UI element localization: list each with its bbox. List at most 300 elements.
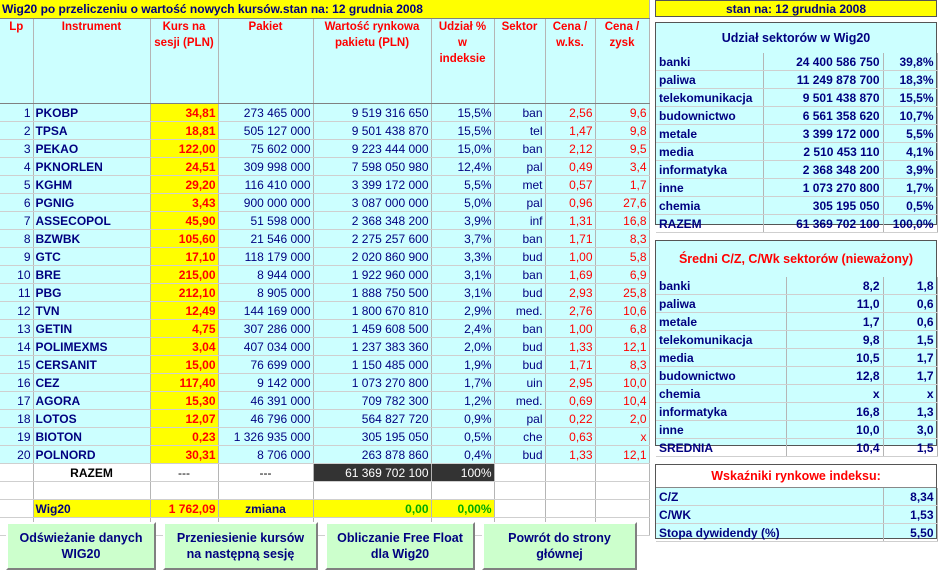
column-header: Udział % w indeksie [431,19,494,104]
table-row [0,374,649,392]
back-home-button[interactable]: Powrót do strony głównej [482,522,637,570]
sector-cwk: 1,5 [883,331,937,349]
wskaznik-name: Stopa dywidendy (%) [656,524,883,542]
table-row [0,410,649,428]
razem-row [0,464,649,482]
row-lp: 13 [0,320,33,338]
sector-value: 61 369 702 100 [763,215,883,233]
column-header: Sektor [494,19,545,104]
pakiet-cell: 9 142 000 [218,374,313,392]
row-lp: 4 [0,158,33,176]
wskaznik-row [656,488,937,506]
instrument-name: PGNIG [33,194,150,212]
row-lp: 8 [0,230,33,248]
kurs-cell[interactable]: 4,75 [150,320,218,338]
srednie-row [656,331,937,349]
sektor-cell: inf [494,212,545,230]
pakiet-cell: 8 706 000 [218,446,313,464]
wartosc-cell: 7 598 050 980 [313,158,431,176]
instrument-name: ASSECOPOL [33,212,150,230]
wartosc-cell: 2 368 348 200 [313,212,431,230]
sector-pct: 15,5% [883,89,937,107]
sector-value: 1 073 270 800 [763,179,883,197]
udzial-cell: 5,5% [431,176,494,194]
cena-wks-cell: 1,47 [545,122,595,140]
sector-cz: 1,7 [786,313,883,331]
table-row [0,356,649,374]
pakiet-cell: 1 326 935 000 [218,428,313,446]
cena-zysk-cell: 8,3 [595,230,649,248]
kurs-cell[interactable]: 3,04 [150,338,218,356]
sector-pct: 100,0% [883,215,937,233]
table-row [0,284,649,302]
row-lp: 2 [0,122,33,140]
kurs-cell[interactable]: 30,31 [150,446,218,464]
pakiet-cell: 407 034 000 [218,338,313,356]
sector-name: inne [656,421,786,439]
row-lp: 10 [0,266,33,284]
instrument-name: BRE [33,266,150,284]
sector-name: informatyka [656,161,763,179]
sector-cwk: 1,5 [883,439,937,457]
razem-wartosc: 61 369 702 100 [313,464,431,482]
razem-udzial: 100% [431,464,494,482]
srednie-row [656,421,937,439]
sector-name: budownictwo [656,367,786,385]
table-row [0,230,649,248]
cena-zysk-cell: 3,4 [595,158,649,176]
sector-cwk: 3,0 [883,421,937,439]
sector-cwk: 0,6 [883,295,937,313]
pakiet-cell: 46 391 000 [218,392,313,410]
wartosc-cell: 2 020 860 900 [313,248,431,266]
sector-cz: x [786,385,883,403]
cena-wks-cell: 1,33 [545,446,595,464]
pakiet-cell: 51 598 000 [218,212,313,230]
cena-wks-cell: 2,12 [545,140,595,158]
sheet-title: Wig20 po przeliczeniu o wartość nowych kursów.stan na: 12 grudnia 2008 [0,0,649,19]
table-row [0,248,649,266]
row-lp: 16 [0,374,33,392]
sector-cz: 11,0 [786,295,883,313]
pakiet-cell: 505 127 000 [218,122,313,140]
udzial-cell: 2,4% [431,320,494,338]
udzial-cell: 15,5% [431,104,494,122]
sector-pct: 5,5% [883,125,937,143]
sector-name: RAZEM [656,215,763,233]
wartosc-cell: 1 922 960 000 [313,266,431,284]
sektor-cell: ban [494,140,545,158]
column-header: Pakiet [218,19,313,104]
pakiet-cell: 900 000 000 [218,194,313,212]
sektor-cell: ban [494,320,545,338]
cena-wks-cell: 2,76 [545,302,595,320]
cena-wks-cell: 0,96 [545,194,595,212]
wskazniki-title: Wskaźniki rynkowe indeksu: [656,465,936,488]
cena-zysk-cell: 12,1 [595,338,649,356]
udzial-row [656,161,937,179]
cena-wks-cell: 0,22 [545,410,595,428]
udzial-cell: 12,4% [431,158,494,176]
udzial-cell: 3,7% [431,230,494,248]
pakiet-cell: 76 699 000 [218,356,313,374]
sector-value: 305 195 050 [763,197,883,215]
pakiet-cell: 118 179 000 [218,248,313,266]
sector-cz: 16,8 [786,403,883,421]
wartosc-cell: 9 501 438 870 [313,122,431,140]
pakiet-cell: 144 169 000 [218,302,313,320]
cena-zysk-cell: 6,8 [595,320,649,338]
sector-value: 11 249 878 700 [763,71,883,89]
pakiet-cell: 273 465 000 [218,104,313,122]
sector-name: informatyka [656,403,786,421]
razem-label: RAZEM [33,464,150,482]
instrument-name: GETIN [33,320,150,338]
udzial-cell: 0,5% [431,428,494,446]
sector-cz: 10,5 [786,349,883,367]
kurs-cell[interactable]: 3,43 [150,194,218,212]
row-lp: 15 [0,356,33,374]
column-header: Kurs na sesji (PLN) [150,19,218,104]
table-row [0,320,649,338]
sektor-cell: met [494,176,545,194]
razem-pakiet: --- [218,464,313,482]
refresh-wig20-button[interactable]: Odświeżanie danych WIG20 [6,522,156,570]
wartosc-cell: 1 150 485 000 [313,356,431,374]
wskaznik-value: 8,34 [883,488,937,506]
kurs-cell[interactable]: 17,10 [150,248,218,266]
sektor-cell: med. [494,392,545,410]
sektor-cell: tel [494,122,545,140]
sector-pct: 4,1% [883,143,937,161]
udzial-cell: 0,9% [431,410,494,428]
razem-kurs: --- [150,464,218,482]
sector-cwk: x [883,385,937,403]
kurs-cell[interactable]: 117,40 [150,374,218,392]
kurs-cell[interactable]: 0,23 [150,428,218,446]
cena-zysk-cell: 10,4 [595,392,649,410]
sector-name: telekomunikacja [656,331,786,349]
instrument-name: PKOBP [33,104,150,122]
sektor-cell: ban [494,266,545,284]
kurs-cell[interactable]: 212,10 [150,284,218,302]
sector-name: inne [656,179,763,197]
pakiet-cell: 307 286 000 [218,320,313,338]
udzial-cell: 0,4% [431,446,494,464]
pakiet-cell: 8 944 000 [218,266,313,284]
sector-cz: 12,8 [786,367,883,385]
sektor-cell: ban [494,230,545,248]
row-lp: 1 [0,104,33,122]
cena-wks-cell: 2,56 [545,104,595,122]
udzial-row [656,179,937,197]
row-lp: 3 [0,140,33,158]
sector-name: budownictwo [656,107,763,125]
wig20-row [0,500,649,518]
wartosc-cell: 1 459 608 500 [313,320,431,338]
zmiana-value: 0,00 [313,500,431,518]
udzial-row [656,53,937,71]
wartosc-cell: 3 087 000 000 [313,194,431,212]
wartosc-cell: 1 237 383 360 [313,338,431,356]
kurs-cell[interactable]: 122,00 [150,140,218,158]
row-lp: 6 [0,194,33,212]
sector-cz: 10,0 [786,421,883,439]
cena-zysk-cell: 9,5 [595,140,649,158]
sektor-cell: pal [494,194,545,212]
sector-cz: 10,4 [786,439,883,457]
udzial-cell: 3,9% [431,212,494,230]
cena-wks-cell: 1,71 [545,356,595,374]
kurs-cell[interactable]: 34,81 [150,104,218,122]
instrument-name: GTC [33,248,150,266]
sector-name: media [656,349,786,367]
sector-name: banki [656,53,763,71]
srednie-row [656,313,937,331]
header-row [0,19,649,104]
wartosc-cell: 3 399 172 000 [313,176,431,194]
wartosc-cell: 9 519 316 650 [313,104,431,122]
cena-wks-cell: 1,00 [545,320,595,338]
cena-zysk-cell: 10,0 [595,374,649,392]
sector-name: paliwa [656,71,763,89]
sector-name: media [656,143,763,161]
table-row [0,158,649,176]
sektor-cell: che [494,428,545,446]
udzial-row [656,125,937,143]
udzial-title: Udział sektorów w Wig20 [721,31,871,45]
instrument-name: PBG [33,284,150,302]
wartosc-cell: 1 073 270 800 [313,374,431,392]
column-header: Instrument [33,19,150,104]
sector-value: 9 501 438 870 [763,89,883,107]
sector-cwk: 1,3 [883,403,937,421]
udzial-row [656,107,937,125]
wskaznik-name: C/Z [656,488,883,506]
wskaznik-row [656,506,937,524]
pakiet-cell: 8 905 000 [218,284,313,302]
cena-zysk-cell: 1,7 [595,176,649,194]
kurs-cell[interactable]: 15,30 [150,392,218,410]
cena-wks-cell: 2,95 [545,374,595,392]
wskazniki-panel [655,464,937,539]
udzial-panel [655,22,937,231]
sektor-cell: bud [494,248,545,266]
cena-zysk-cell: 8,3 [595,356,649,374]
srednie-row [656,385,937,403]
sector-value: 2 510 453 110 [763,143,883,161]
row-lp: 14 [0,338,33,356]
wartosc-cell: 1 888 750 500 [313,284,431,302]
sector-cwk: 0,6 [883,313,937,331]
instrument-name: LOTOS [33,410,150,428]
sector-cwk: 1,7 [883,349,937,367]
sektor-cell: pal [494,410,545,428]
srednie-row [656,349,937,367]
cena-wks-cell: 2,93 [545,284,595,302]
instrument-name: POLIMEXMS [33,338,150,356]
cena-zysk-cell: 27,6 [595,194,649,212]
instrument-name: POLNORD [33,446,150,464]
sector-pct: 1,7% [883,179,937,197]
cena-zysk-cell: 2,0 [595,410,649,428]
instrument-name: AGORA [33,392,150,410]
udzial-cell: 1,2% [431,392,494,410]
sector-pct: 39,8% [883,53,937,71]
cena-wks-cell: 0,69 [545,392,595,410]
wartosc-cell: 564 827 720 [313,410,431,428]
cena-wks-cell: 0,57 [545,176,595,194]
sector-name: SREDNIA [656,439,786,457]
sector-name: chemia [656,385,786,403]
udzial-row [656,89,937,107]
wskaznik-row [656,524,937,542]
sektor-cell: pal [494,158,545,176]
instrument-name: PKNORLEN [33,158,150,176]
cena-zysk-cell: 6,9 [595,266,649,284]
sektor-cell: bud [494,284,545,302]
sektor-cell: bud [494,356,545,374]
srednie-row [656,277,937,295]
kurs-cell[interactable]: 29,20 [150,176,218,194]
udzial-cell: 15,5% [431,122,494,140]
pakiet-cell: 21 546 000 [218,230,313,248]
sector-pct: 18,3% [883,71,937,89]
move-prices-button[interactable]: Przeniesienie kursów na następną sesję [163,522,318,570]
udzial-row [656,215,937,233]
cena-zysk-cell: 10,6 [595,302,649,320]
table-row [0,392,649,410]
udzial-cell: 1,9% [431,356,494,374]
udzial-cell: 2,0% [431,338,494,356]
pakiet-cell: 46 796 000 [218,410,313,428]
table-row [0,212,649,230]
udzial-row [656,197,937,215]
table-row [0,140,649,158]
cena-zysk-cell: 9,8 [595,122,649,140]
srednie-row [656,439,937,457]
cena-zysk-cell: 5,8 [595,248,649,266]
udzial-row [656,143,937,161]
sector-cz: 8,2 [786,277,883,295]
row-lp: 5 [0,176,33,194]
kurs-cell[interactable]: 12,49 [150,302,218,320]
udzial-cell: 3,3% [431,248,494,266]
cena-wks-cell: 0,63 [545,428,595,446]
table-row [0,104,649,122]
udzial-cell: 5,0% [431,194,494,212]
cena-wks-cell: 1,71 [545,230,595,248]
instrument-name: CEZ [33,374,150,392]
sector-cz: 9,8 [786,331,883,349]
column-header: Wartość rynkowa pakietu (PLN) [313,19,431,104]
sektor-cell: bud [494,338,545,356]
cena-zysk-cell: 16,8 [595,212,649,230]
row-lp: 9 [0,248,33,266]
pakiet-cell: 75 602 000 [218,140,313,158]
table-row [0,338,649,356]
sector-pct: 10,7% [883,107,937,125]
free-float-button[interactable]: Obliczanie Free Float dla Wig20 [325,522,475,570]
udzial-cell: 2,9% [431,302,494,320]
cena-wks-cell: 1,69 [545,266,595,284]
srednie-row [656,367,937,385]
kurs-cell[interactable]: 15,00 [150,356,218,374]
cena-zysk-cell: 12,1 [595,446,649,464]
wartosc-cell: 709 782 300 [313,392,431,410]
sector-value: 2 368 348 200 [763,161,883,179]
zmiana-pct: 0,00% [431,500,494,518]
sector-name: metale [656,125,763,143]
sector-cwk: 1,7 [883,367,937,385]
kurs-cell[interactable]: 45,90 [150,212,218,230]
sector-name: banki [656,277,786,295]
cena-wks-cell: 1,31 [545,212,595,230]
kurs-cell[interactable]: 105,60 [150,230,218,248]
sektor-cell: bud [494,446,545,464]
kurs-cell[interactable]: 18,81 [150,122,218,140]
table-row [0,266,649,284]
kurs-cell[interactable]: 24,51 [150,158,218,176]
row-lp: 11 [0,284,33,302]
cena-zysk-cell: 25,8 [595,284,649,302]
column-header: Cena / zysk [595,19,649,104]
instrument-name: TVN [33,302,150,320]
sektor-cell: ban [494,104,545,122]
cena-wks-cell: 1,00 [545,248,595,266]
kurs-cell[interactable]: 12,07 [150,410,218,428]
udzial-cell: 1,7% [431,374,494,392]
zmiana-label: zmiana [218,500,313,518]
table-row [0,446,649,464]
row-lp: 18 [0,410,33,428]
sektor-cell: med. [494,302,545,320]
sektor-cell: uin [494,374,545,392]
instrument-name: TPSA [33,122,150,140]
table-row [0,122,649,140]
row-lp: 17 [0,392,33,410]
sector-name: metale [656,313,786,331]
wskaznik-value: 5,50 [883,524,937,542]
row-lp: 20 [0,446,33,464]
udzial-cell: 3,1% [431,284,494,302]
instrument-name: BZWBK [33,230,150,248]
instrument-name: PEKAO [33,140,150,158]
instrument-name: CERSANIT [33,356,150,374]
udzial-row [656,71,937,89]
sector-pct: 0,5% [883,197,937,215]
udzial-cell: 15,0% [431,140,494,158]
cena-wks-cell: 0,49 [545,158,595,176]
kurs-cell[interactable]: 215,00 [150,266,218,284]
sector-name: paliwa [656,295,786,313]
table-row [0,302,649,320]
instrument-name: BIOTON [33,428,150,446]
srednie-panel [655,240,937,455]
wartosc-cell: 1 800 670 810 [313,302,431,320]
wartosc-cell: 9 223 444 000 [313,140,431,158]
sector-value: 24 400 586 750 [763,53,883,71]
wskaznik-value: 1,53 [883,506,937,524]
column-header: Lp [0,19,33,104]
row-lp: 7 [0,212,33,230]
pakiet-cell: 116 410 000 [218,176,313,194]
cena-zysk-cell: x [595,428,649,446]
pakiet-cell: 309 998 000 [218,158,313,176]
row-lp: 19 [0,428,33,446]
cena-wks-cell: 1,33 [545,338,595,356]
sector-name: telekomunikacja [656,89,763,107]
